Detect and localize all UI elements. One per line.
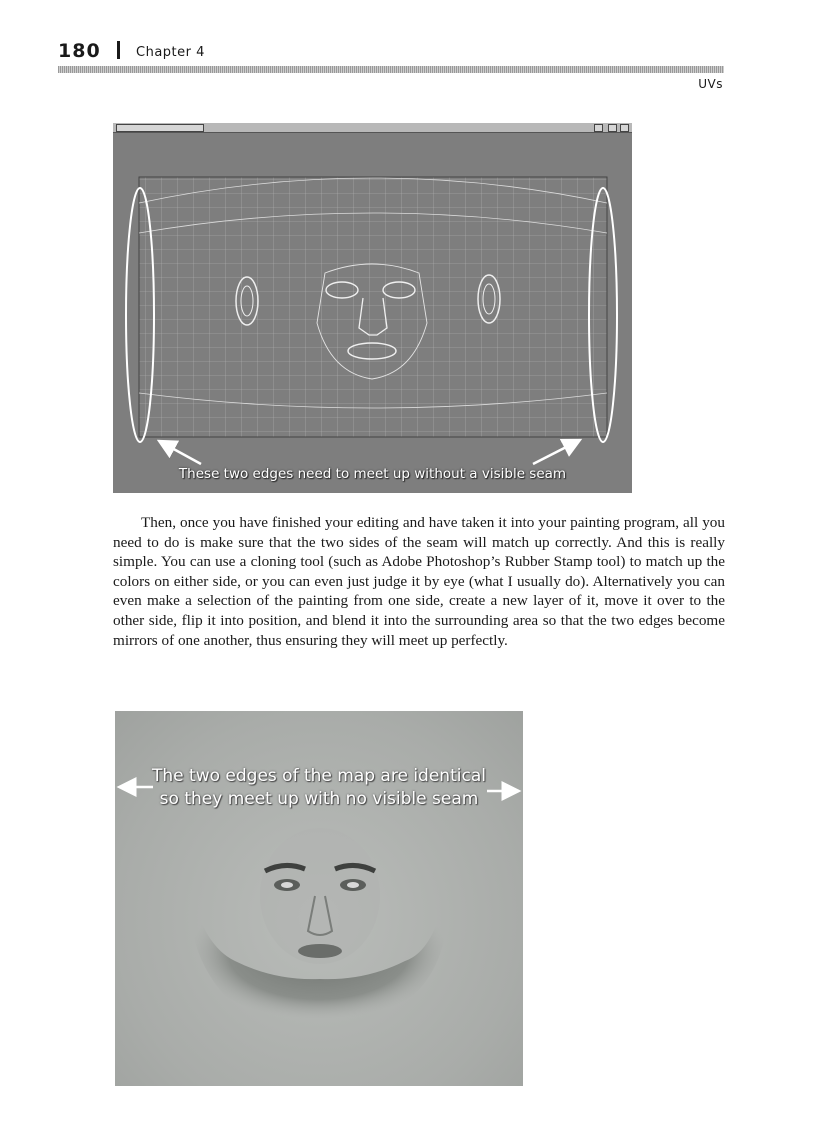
figure2-caption-line1: The two edges of the map are identical <box>152 766 486 786</box>
face-skin-texture <box>260 828 380 964</box>
figure1-caption: These two edges need to meet up without a visible seam <box>178 466 567 482</box>
right-arrow <box>533 440 580 464</box>
texture-map-figure <box>115 711 523 1086</box>
section-label: UVs <box>698 77 723 91</box>
page-number: 180 <box>58 40 101 62</box>
uv-mesh-illustration <box>113 123 632 493</box>
header-separator <box>117 41 120 59</box>
body-paragraph: Then, once you have finished your editing and have taken it into your painting program, all you need to do is make sure that the two sides of the seam will match up correctly. And this is really simple. You can use a cloning tool (such as Adobe Photoshop’s Rubber Stamp tool) to match up the colors on either side, or you can even just judge it by eye (what I usually do). Alternatively you can even make a selection of the painting from one side, create a new layer of it, move it over to the other side, flip it into position, and blend it into the surrounding area so that the two edges become mirrors of one another, thus ensuring they will meet up perfectly. <box>113 514 725 649</box>
uv-editor-figure <box>113 123 632 493</box>
uv-mesh-grid <box>139 177 607 437</box>
figure2-caption-line2: so they meet up with no visible seam <box>159 789 479 809</box>
chapter-label: Chapter 4 <box>136 45 205 60</box>
mouth <box>298 944 342 958</box>
header-rule <box>58 66 724 73</box>
left-arrow <box>159 441 201 464</box>
